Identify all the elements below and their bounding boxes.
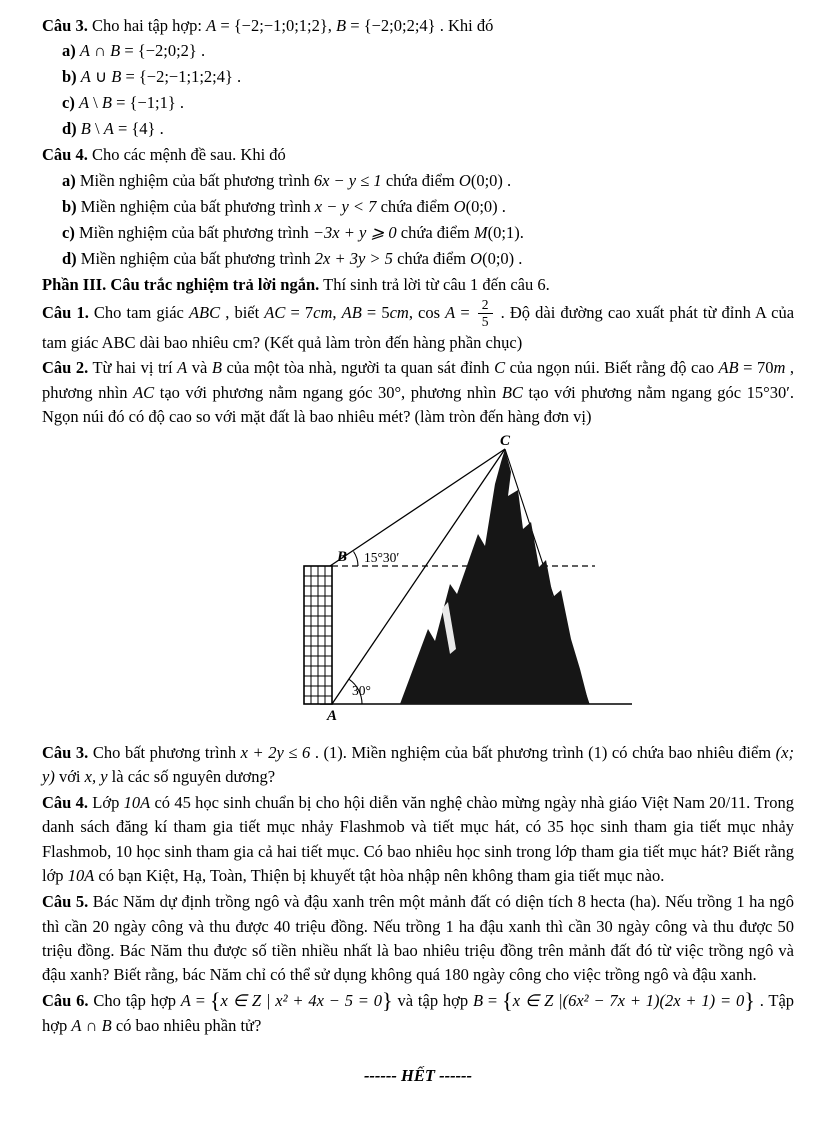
fraction-numerator: 2 xyxy=(478,297,493,314)
math-text: B xyxy=(101,93,112,113)
math-text: ABC xyxy=(188,303,221,323)
text: ∩ xyxy=(89,41,111,61)
math-text: AB xyxy=(341,303,362,323)
text: = {−2;0;2} . xyxy=(120,41,206,61)
mountain-figure-svg xyxy=(290,434,650,734)
text: = {−2;0;2;4} . Khi đó xyxy=(346,15,494,35)
math-text: x, y xyxy=(84,767,108,787)
text: = {−2;−1;1;2;4} . xyxy=(121,67,242,87)
cau-2-short xyxy=(42,356,794,429)
cau-3-option-c xyxy=(62,91,794,115)
fraction xyxy=(478,297,493,329)
math-text: AC xyxy=(264,303,286,323)
cau-3-option-a xyxy=(62,39,794,63)
figure-label-a: A xyxy=(326,707,338,724)
bold-text: Câu 5. xyxy=(42,892,89,912)
cau-3-option-b xyxy=(62,65,794,89)
bold-text: Câu 4. xyxy=(42,145,88,165)
figure-label-b: B xyxy=(337,548,348,565)
bold-text: Câu 3. xyxy=(42,15,88,35)
text: = xyxy=(190,991,210,1011)
text: = 7 xyxy=(285,303,314,323)
math-text: B xyxy=(211,358,222,378)
text: Cho bất phương trình xyxy=(88,742,241,762)
bold-italic-text: ------ HẾT ------ xyxy=(363,1066,473,1086)
text: ∩ xyxy=(81,1015,102,1035)
text: chứa điểm xyxy=(376,196,454,216)
bold-text: a) xyxy=(62,41,76,61)
text: \ xyxy=(89,93,102,113)
text: và xyxy=(187,358,212,378)
building xyxy=(304,566,332,704)
math-text: x + 2y ≤ 6 xyxy=(240,742,311,762)
figure-angle-b-label: 15°30′ xyxy=(364,549,400,565)
math-text: A xyxy=(206,15,217,35)
text: Từ hai vị trí xyxy=(88,358,178,378)
text: = xyxy=(483,991,503,1011)
text: Lớp xyxy=(88,793,124,812)
math-text: x ∈ Z |(6x² − 7x + 1)(2x + 1) = 0 xyxy=(512,991,745,1011)
fraction-denominator: 5 xyxy=(481,314,489,330)
math-text: BC xyxy=(501,382,523,402)
math-text: B xyxy=(110,41,121,61)
text: tạo với phương nằm ngang góc 30°, phương nhìn xyxy=(154,382,502,402)
text: Cho hai tập hợp: xyxy=(87,15,207,35)
math-text: 10A xyxy=(123,793,151,812)
text: = xyxy=(455,303,475,323)
phan-3-heading xyxy=(42,273,794,297)
text: có bạn Kiệt, Hạ, Toàn, Thiện bị khuyết tật hòa nhập nên không tham gia tiết mục nào. xyxy=(94,866,665,886)
text: (0;0) . xyxy=(482,248,523,268)
cau-4-short xyxy=(42,791,794,889)
text: chứa điểm xyxy=(392,248,471,268)
text: ∪ xyxy=(90,67,112,87)
text: Cho tam giác xyxy=(88,303,189,323)
math-text: cm xyxy=(313,303,333,323)
text: , phương nhìn xyxy=(42,358,795,402)
math-text: A xyxy=(177,358,188,378)
bold-text: b) xyxy=(62,196,77,216)
text: = 70 xyxy=(738,358,774,378)
math-text: x ∈ Z | x² + 4x − 5 = 0 xyxy=(220,991,382,1011)
mountain-silhouette xyxy=(400,449,589,704)
math-text: B xyxy=(101,1015,112,1035)
cau-6-short xyxy=(42,989,794,1038)
content-bottom xyxy=(42,741,794,1089)
text: . Độ dài đường cao xuất phát từ đỉnh A của tam giác ABC dài bao nhiêu cm? (Kết quả làm tròn đến hàng phần chục) xyxy=(42,303,795,352)
cau-3-option-d xyxy=(62,117,794,141)
text: Thí sinh trả lời từ câu 1 đến câu 6. xyxy=(319,274,550,294)
text: Bác Năm dự định trồng ngô và đậu xanh trên một mảnh đất có diện tích 8 hecta (ha). Nếu trồng 1 ha ngô thì cần 20 ngày công và thu được 40 triệu đồng. Nếu trồng 1 ha đậu xanh thì cần 30 ngày công và thu được 50 triệu đồng. Bác Năm thu được số tiền nhiều nhất là bao nhiêu triệu đồng trên mảnh đất đó từ việc trồng ngô và đậu xanh? Biết rằng, bác Năm chỉ có thể sử dụng không quá 180 ngày công cho việc trồng ngô và đậu xanh. xyxy=(42,892,795,985)
math-text: 2x + 3y > 5 xyxy=(314,248,393,268)
math-text: 10A xyxy=(67,866,95,886)
math-text: A xyxy=(445,303,456,323)
cau-5-short xyxy=(42,890,794,988)
math-text: (x; y) xyxy=(42,742,794,787)
brace: { xyxy=(502,988,513,1014)
content-top xyxy=(42,14,794,430)
text: chứa điểm xyxy=(381,170,459,190)
angle-arc-b xyxy=(354,551,359,566)
bold-text: d) xyxy=(62,248,77,268)
text: của một tòa nhà, người ta quan sát đỉnh xyxy=(221,358,495,378)
math-text: m xyxy=(773,358,786,378)
text: Miền nghiệm của bất phương trình xyxy=(74,222,313,242)
math-text: B xyxy=(111,67,122,87)
text: = {4} . xyxy=(113,119,164,139)
math-text: O xyxy=(453,196,466,216)
math-text: A xyxy=(71,1015,82,1035)
math-text: A xyxy=(78,93,90,113)
cau-4-option-a xyxy=(62,169,794,193)
math-text: C xyxy=(494,358,506,378)
bold-text: d) xyxy=(62,119,77,139)
math-text: −3x + y ⩾ 0 xyxy=(312,222,397,242)
math-text: A xyxy=(79,41,90,61)
text: tạo với phương nằm ngang góc 15°30′. Ngọn núi đó có độ cao so với mặt đất là bao nhiêu mét? (làm tròn đến hàng đơn vị) xyxy=(42,382,794,427)
text: (0;0) . xyxy=(465,196,506,216)
text: là các số nguyên dương? xyxy=(107,767,276,787)
bold-text: c) xyxy=(62,222,75,242)
math-text: AC xyxy=(133,382,155,402)
figure-angle-a-label: 30° xyxy=(352,682,371,698)
text: = {−2;−1;0;1;2}, xyxy=(216,15,337,35)
cau-3-truefalse xyxy=(42,14,794,38)
text: và tập hợp xyxy=(392,991,473,1011)
cau-1-short xyxy=(42,298,794,355)
text: Miền nghiệm của bất phương trình xyxy=(76,248,315,268)
text: Miền nghiệm của bất phương trình xyxy=(75,170,314,190)
text: Cho tập hợp xyxy=(88,991,181,1011)
cau-4-option-c xyxy=(62,221,794,245)
text: có bao nhiêu phần tử? xyxy=(111,1015,262,1035)
math-text: A xyxy=(103,119,114,139)
bold-text: Câu 1. xyxy=(42,303,89,323)
text: chứa điểm xyxy=(396,222,474,242)
math-text: O xyxy=(470,248,483,268)
text: , cos xyxy=(408,303,446,323)
text: (0;1). xyxy=(487,222,524,242)
math-text: x − y < 7 xyxy=(314,196,377,216)
math-text: cm xyxy=(389,303,409,323)
cau-3-short xyxy=(42,741,794,790)
text: \ xyxy=(90,119,104,139)
het-footer xyxy=(42,1064,794,1088)
bold-text: Câu 6. xyxy=(42,991,89,1011)
figure-label-c: C xyxy=(499,433,511,449)
text: Cho các mệnh đề sau. Khi đó xyxy=(87,145,286,165)
cau-4-truefalse xyxy=(42,143,794,167)
bold-text: Phần III. Câu trắc nghiệm trả lời ngắn. xyxy=(42,274,320,294)
math-text: 6x − y ≤ 1 xyxy=(313,170,382,190)
mountain-figure xyxy=(290,434,650,739)
bold-text: Câu 4. xyxy=(42,793,88,812)
text: của ngọn núi. Biết rằng độ cao xyxy=(505,358,719,378)
math-text: A xyxy=(180,991,191,1011)
math-text: M xyxy=(473,222,488,242)
math-text: B xyxy=(336,15,347,35)
text: có 45 học sinh chuẩn bị cho hội diễn văn nghệ chào mừng ngày nhà giáo Việt Nam 20/11. Trong danh sách đăng kí tham gia tiết mục nhảy Flashmob và tiết mục hát, có 35 học sinh tham gia tiết mục nhảy Flashmob, 10 học sinh tham gia cả hai tiết mục. Có bao nhiêu học sinh trong lớp tham gia tiết mục hát? Biết rằng lớp xyxy=(42,793,795,886)
math-text: O xyxy=(458,170,471,190)
bold-text: c) xyxy=(62,93,75,113)
bold-text: b) xyxy=(62,67,77,87)
text: (0;0) . xyxy=(470,170,512,190)
text: = {−1;1} . xyxy=(111,93,185,113)
text: = 5 xyxy=(361,303,390,323)
cau-4-option-b xyxy=(62,195,794,219)
text: , biết xyxy=(220,303,265,323)
bold-text: a) xyxy=(62,170,76,190)
cau-4-option-d xyxy=(62,247,794,271)
bold-text: Câu 2. xyxy=(42,358,89,378)
text: . (1). Miền nghiệm của bất phương trình (1) có chứa bao nhiêu điểm xyxy=(310,742,776,762)
brace: } xyxy=(744,988,755,1014)
text: , xyxy=(332,303,342,323)
text: . Tập hợp xyxy=(42,991,795,1035)
math-text: A xyxy=(80,67,91,87)
math-text: AB xyxy=(718,358,739,378)
bold-text: Câu 3. xyxy=(42,742,89,762)
math-text: B xyxy=(80,119,91,139)
brace: } xyxy=(382,988,393,1014)
math-text: B xyxy=(472,991,484,1011)
brace: { xyxy=(209,988,221,1014)
text: với xyxy=(54,767,85,787)
text: Miền nghiệm của bất phương trình xyxy=(76,196,315,216)
